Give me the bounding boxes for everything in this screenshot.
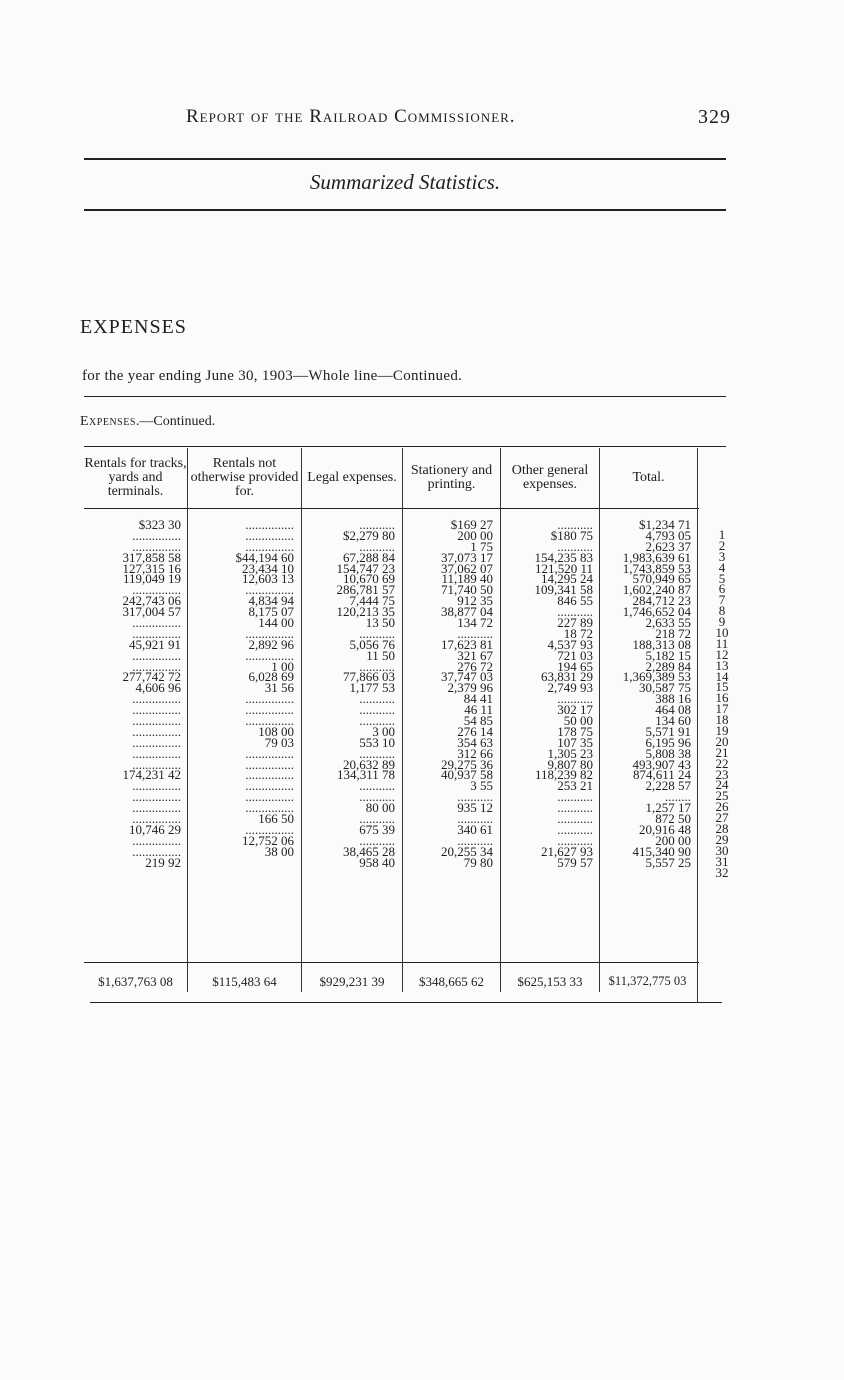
table-cell: 154,747 23 bbox=[336, 560, 395, 576]
table-cell: ............... bbox=[132, 734, 181, 750]
table-cell: $1,234 71 bbox=[639, 517, 691, 532]
table-cell: 2,892 96 bbox=[248, 636, 294, 652]
table-cell: 872 50 bbox=[655, 811, 691, 827]
row-number: 19 bbox=[715, 723, 729, 739]
table-cell: 1,257 17 bbox=[645, 800, 691, 816]
table-cell: 2,379 96 bbox=[447, 680, 493, 696]
table-cell: 20,255 34 bbox=[441, 843, 493, 859]
table-cell: 1 00 bbox=[271, 658, 294, 674]
table-top-rule bbox=[84, 446, 726, 447]
table-cell: $44,194 60 bbox=[235, 549, 294, 565]
table-cell: 354 63 bbox=[457, 734, 493, 750]
table-cell: 570,949 65 bbox=[632, 571, 691, 587]
row-number: 28 bbox=[715, 821, 729, 837]
table-cell: ........... bbox=[359, 691, 395, 707]
table-cell: ........... bbox=[457, 811, 493, 827]
row-number: 25 bbox=[715, 788, 729, 804]
row-number: 8 bbox=[718, 603, 726, 619]
table-cell: 45,921 91 bbox=[129, 636, 181, 652]
table-cell: ........... bbox=[359, 778, 395, 794]
row-number: 3 bbox=[718, 548, 726, 564]
table-cell: 108 00 bbox=[258, 723, 294, 739]
table-cell: 10,746 29 bbox=[129, 821, 181, 837]
subtitle: Summarized Statistics. bbox=[309, 170, 501, 194]
table-cell: 79 03 bbox=[264, 734, 294, 750]
table-cell: 1 75 bbox=[470, 538, 493, 554]
table-cell: ........... bbox=[557, 789, 593, 805]
table-cell: 286,781 57 bbox=[336, 582, 395, 598]
table-cell: 1,177 53 bbox=[349, 680, 395, 696]
table-cell: 119,049 19 bbox=[122, 571, 181, 587]
table-cell: 40,937 58 bbox=[441, 767, 493, 783]
total-other-general: $625,153 33 bbox=[517, 974, 583, 989]
table-cell: 2,633 55 bbox=[645, 615, 691, 631]
table-cell: 18 72 bbox=[563, 625, 593, 641]
running-title: Report of the Railroad Commissioner. bbox=[186, 106, 516, 127]
table-cell: ........... bbox=[359, 745, 395, 761]
table-cell: ........... bbox=[359, 832, 395, 848]
table-cell: $180 75 bbox=[550, 527, 593, 543]
table-cell: 38,877 04 bbox=[441, 604, 493, 620]
table-cell: 38,465 28 bbox=[343, 843, 395, 859]
table-cell: 579 57 bbox=[557, 854, 593, 870]
table-cell: 553 10 bbox=[359, 734, 395, 750]
column-legal bbox=[302, 517, 395, 870]
row-number: 21 bbox=[715, 744, 729, 760]
column-total bbox=[600, 517, 691, 870]
table-cell: 253 21 bbox=[557, 778, 593, 794]
table-cell: 1,746,652 04 bbox=[622, 604, 691, 620]
table-cell: 107 35 bbox=[557, 734, 593, 750]
table-cell: 5,056 76 bbox=[349, 636, 395, 652]
row-number: 12 bbox=[715, 646, 729, 662]
table-cell: ............... bbox=[245, 691, 294, 707]
table-cell: ........... bbox=[457, 789, 493, 805]
row-number: 5 bbox=[718, 570, 726, 586]
table-cell: 118,239 82 bbox=[534, 767, 593, 783]
table-cell: 6,028 69 bbox=[248, 669, 294, 685]
row-number: 32 bbox=[715, 864, 729, 880]
table-cell: 4,793 05 bbox=[645, 527, 691, 543]
table-cell: ........... bbox=[557, 811, 593, 827]
table-cell: 874,611 24 bbox=[632, 767, 691, 783]
column-other-general bbox=[501, 517, 593, 870]
table-cell: 20,632 89 bbox=[343, 756, 395, 772]
table-cell: 2,749 93 bbox=[547, 680, 593, 696]
table-cell: 144 00 bbox=[258, 615, 294, 631]
table-cell: 218 72 bbox=[655, 625, 691, 641]
table-cell: 340 61 bbox=[457, 821, 493, 837]
table-cell: 79 80 bbox=[463, 854, 493, 870]
table-cell: 84 41 bbox=[463, 691, 493, 707]
table-cell: 2,289 84 bbox=[645, 658, 691, 674]
table-cell: 80 00 bbox=[365, 800, 395, 816]
column-rentals-other bbox=[188, 517, 294, 869]
section-title: EXPENSES bbox=[80, 316, 187, 338]
table-cell: 493,907 43 bbox=[632, 756, 691, 772]
table-cell: ............... bbox=[132, 647, 181, 663]
table-cell: ............... bbox=[245, 745, 294, 761]
table-cell: ............... bbox=[245, 800, 294, 816]
table-cell: 276 72 bbox=[457, 658, 493, 674]
table-cell bbox=[188, 858, 294, 869]
row-number: 26 bbox=[715, 799, 729, 815]
table-cell: 1,983,639 61 bbox=[622, 549, 691, 565]
table-cell: 194 65 bbox=[557, 658, 593, 674]
table-cell: 120,213 35 bbox=[336, 604, 395, 620]
table-cell: 5,557 25 bbox=[645, 854, 691, 870]
table-cell: 675 39 bbox=[359, 821, 395, 837]
table-cell: 5,182 15 bbox=[645, 647, 691, 663]
table-cell: 5,571 91 bbox=[645, 723, 691, 739]
table-cell: 1,743,859 53 bbox=[622, 560, 691, 576]
table-cell: 178 75 bbox=[557, 723, 593, 739]
table-cell: ........... bbox=[359, 702, 395, 718]
total-grand: $11,372,775 03 bbox=[608, 974, 687, 988]
row-number: 22 bbox=[715, 755, 729, 771]
table-cell: 13 50 bbox=[365, 615, 395, 631]
row-number: 11 bbox=[715, 635, 729, 651]
table-cell: ............... bbox=[132, 615, 181, 631]
table-cell: 23,434 10 bbox=[242, 560, 294, 576]
column-header-stationery: Stationery and printing. bbox=[410, 463, 493, 492]
table-cell: 388 16 bbox=[655, 691, 691, 707]
table-cell: 242,743 06 bbox=[122, 593, 181, 609]
column-header-other-general: Other general expenses. bbox=[511, 463, 589, 492]
table-cell: $2,279 80 bbox=[343, 527, 395, 543]
table-cell: ........... bbox=[557, 832, 593, 848]
table-cell: ........... bbox=[557, 517, 593, 532]
table-cell: $323 30 bbox=[138, 517, 181, 532]
expenses-rest: .—Continued. bbox=[135, 414, 216, 429]
row-numbers bbox=[712, 527, 732, 880]
table-cell: 37,747 03 bbox=[441, 669, 493, 685]
table-cell: 1,369,389 53 bbox=[622, 669, 691, 685]
table-cell: 11,189 40 bbox=[441, 571, 493, 587]
table-cell: 284,712 23 bbox=[632, 593, 691, 609]
table-head-rule bbox=[84, 508, 699, 509]
table-cell: 219 92 bbox=[145, 854, 181, 870]
table-cell: 10,670 69 bbox=[343, 571, 395, 587]
table-cell: ............... bbox=[245, 713, 294, 729]
table-cell: ............... bbox=[132, 745, 181, 761]
table-cell: 9,807 80 bbox=[547, 756, 593, 772]
column-header-total: Total. bbox=[632, 470, 665, 485]
table-cell: 958 40 bbox=[359, 854, 395, 870]
table-total-rule bbox=[84, 962, 699, 963]
table-cell: ........... bbox=[359, 713, 395, 729]
table-cell: ........... bbox=[457, 625, 493, 641]
table-cell: 21,627 93 bbox=[541, 843, 593, 859]
table-cell: 277,742 72 bbox=[122, 669, 181, 685]
table-cell: 134,311 78 bbox=[336, 767, 395, 783]
table-cell: ............... bbox=[245, 789, 294, 805]
table-cell: 134 72 bbox=[457, 615, 493, 631]
table-cell: ............... bbox=[132, 800, 181, 816]
table-cell: 2,623 37 bbox=[645, 538, 691, 554]
table-cell: ............... bbox=[245, 517, 294, 532]
table-cell: ............... bbox=[132, 789, 181, 805]
table-cell: ............... bbox=[132, 756, 181, 772]
table-cell: 5,808 38 bbox=[645, 745, 691, 761]
table-cell: ........... bbox=[359, 789, 395, 805]
table-cell: ............... bbox=[132, 538, 181, 554]
table-cell: ............... bbox=[245, 821, 294, 837]
row-number: 13 bbox=[715, 657, 729, 673]
expenses-caps: Expenses bbox=[80, 414, 136, 429]
table-cell: 415,340 90 bbox=[632, 843, 691, 859]
table-cell: ............... bbox=[132, 625, 181, 641]
table-cell: 50 00 bbox=[563, 713, 593, 729]
row-number: 1 bbox=[718, 527, 726, 542]
table-bottom-rule bbox=[90, 1002, 722, 1003]
subtitle-rule bbox=[84, 209, 726, 211]
table-cell: ............... bbox=[245, 527, 294, 543]
table-cell: 109,341 58 bbox=[534, 582, 593, 598]
table-cell: ........... bbox=[557, 538, 593, 554]
row-number: 9 bbox=[718, 614, 726, 630]
table-cell: ........... bbox=[557, 800, 593, 816]
table-cell: 29,275 36 bbox=[441, 756, 493, 772]
table-cell: 12,603 13 bbox=[242, 571, 294, 587]
table-cell: 227 89 bbox=[557, 615, 593, 631]
table-cell: ........... bbox=[359, 658, 395, 674]
table-cell: 71,740 50 bbox=[441, 582, 493, 598]
period-rule bbox=[84, 396, 726, 397]
column-header-rentals-tracks: Rentals for tracks, yards and terminals. bbox=[84, 456, 187, 499]
table-cell: 317,004 57 bbox=[122, 604, 181, 620]
total-legal: $929,231 39 bbox=[319, 974, 385, 989]
table-cell: 721 03 bbox=[557, 647, 593, 663]
column-header-rentals-other: Rentals not otherwise provided for. bbox=[190, 456, 299, 499]
table-cell: 912 35 bbox=[457, 593, 493, 609]
column-divider bbox=[697, 448, 698, 1002]
table-cell: 317,858 58 bbox=[122, 549, 181, 565]
table-cell: 121,520 11 bbox=[534, 560, 593, 576]
table-cell: 312 66 bbox=[457, 745, 493, 761]
table-cell: 846 55 bbox=[557, 593, 593, 609]
table-cell: ............... bbox=[245, 702, 294, 718]
table-cell: ........... bbox=[557, 821, 593, 837]
table-cell: ............... bbox=[132, 527, 181, 543]
row-number: 16 bbox=[715, 690, 729, 706]
row-number: 17 bbox=[715, 701, 729, 717]
table-cell: 17,623 81 bbox=[441, 636, 493, 652]
table-cell: ............... bbox=[132, 658, 181, 674]
table-cell: 154,235 83 bbox=[534, 549, 593, 565]
table-cell: ............... bbox=[132, 843, 181, 859]
table-cell: ............... bbox=[245, 647, 294, 663]
table-cell: 20,916 48 bbox=[639, 821, 691, 837]
total-rentals-other: $115,483 64 bbox=[212, 974, 277, 989]
row-number: 7 bbox=[718, 592, 726, 608]
table-cell: ............... bbox=[132, 811, 181, 827]
table-cell: 174,231 42 bbox=[122, 767, 181, 783]
column-header-legal: Legal expenses. bbox=[307, 470, 397, 485]
table-cell: 67,288 84 bbox=[343, 549, 395, 565]
table-cell: ............... bbox=[132, 723, 181, 739]
row-number: 27 bbox=[715, 810, 729, 826]
table-cell: 38 00 bbox=[264, 843, 294, 859]
table-cell: 30,587 75 bbox=[639, 680, 691, 696]
expenses-continued-label bbox=[80, 414, 215, 430]
table-cell: 3 00 bbox=[372, 723, 395, 739]
row-number: 10 bbox=[715, 625, 729, 641]
table-cell: 12,752 06 bbox=[242, 832, 294, 848]
row-number: 18 bbox=[715, 712, 729, 728]
row-number: 14 bbox=[715, 668, 729, 684]
table-cell: 46 11 bbox=[464, 702, 493, 718]
table-cell: 77,866 03 bbox=[343, 669, 395, 685]
table-cell: 37,073 17 bbox=[441, 549, 493, 565]
table-cell: ............... bbox=[132, 713, 181, 729]
table-cell: 6,195 96 bbox=[645, 734, 691, 750]
table-cell: 54 85 bbox=[463, 713, 493, 729]
row-number: 4 bbox=[718, 559, 726, 575]
table-cell: 134 60 bbox=[655, 713, 691, 729]
table-cell: 4,834 94 bbox=[248, 593, 294, 609]
table-cell: $169 27 bbox=[450, 517, 493, 532]
table-cell: 2,228 57 bbox=[645, 778, 691, 794]
table-cell: 1,305 23 bbox=[547, 745, 593, 761]
row-number: 6 bbox=[718, 581, 726, 597]
table-cell: ............... bbox=[132, 691, 181, 707]
table-cell: 127,315 16 bbox=[122, 560, 181, 576]
table-cell: ........ bbox=[665, 789, 691, 805]
table-cell: 321 67 bbox=[457, 647, 493, 663]
table-cell: ........... bbox=[359, 538, 395, 554]
table-cell: 200 00 bbox=[655, 832, 691, 848]
table-cell: ........... bbox=[557, 604, 593, 620]
table-cell: 14,295 24 bbox=[541, 571, 593, 587]
table-cell: ............... bbox=[132, 778, 181, 794]
table-cell: 31 56 bbox=[264, 680, 294, 696]
table-cell: 276 14 bbox=[457, 723, 493, 739]
row-number: 29 bbox=[715, 831, 729, 847]
table-cell: 4,606 96 bbox=[135, 680, 181, 696]
page-number: 329 bbox=[698, 106, 731, 128]
total-rentals-tracks: $1,637,763 08 bbox=[98, 974, 173, 989]
table-cell: 166 50 bbox=[258, 811, 294, 827]
total-stationery: $348,665 62 bbox=[419, 974, 484, 989]
table-cell: ............... bbox=[245, 778, 294, 794]
row-number: 20 bbox=[715, 733, 729, 749]
table-cell: ............... bbox=[245, 538, 294, 554]
table-cell: 935 12 bbox=[457, 800, 493, 816]
period-line: for the year ending June 30, 1903—Whole line—Continued. bbox=[82, 368, 463, 384]
table-cell: 4,537 93 bbox=[547, 636, 593, 652]
column-rentals-tracks bbox=[84, 517, 181, 870]
table-cell: ........... bbox=[359, 625, 395, 641]
table-cell: ............... bbox=[245, 767, 294, 783]
table-cell: 302 17 bbox=[557, 702, 593, 718]
table-cell: 200 00 bbox=[457, 527, 493, 543]
running-header bbox=[186, 106, 731, 128]
table-cell: ........... bbox=[359, 811, 395, 827]
table-cell: ............... bbox=[132, 832, 181, 848]
table-cell: 7,444 75 bbox=[349, 593, 395, 609]
column-stationery bbox=[403, 517, 493, 870]
table-cell: 11 50 bbox=[366, 647, 395, 663]
row-number: 24 bbox=[715, 777, 729, 793]
table-cell: ........... bbox=[457, 832, 493, 848]
table-cell: ............... bbox=[245, 582, 294, 598]
table-cell: ............... bbox=[245, 625, 294, 641]
table-cell: 8,175 07 bbox=[248, 604, 294, 620]
table-cell: 464 08 bbox=[655, 702, 691, 718]
table-cell: 63,831 29 bbox=[541, 669, 593, 685]
row-number: 30 bbox=[715, 842, 729, 858]
table-cell: ............... bbox=[132, 582, 181, 598]
row-number: 15 bbox=[715, 679, 729, 695]
top-rule bbox=[84, 158, 726, 160]
row-number: 31 bbox=[715, 853, 729, 869]
table-cell: 188,313 08 bbox=[632, 636, 691, 652]
table-cell: ............... bbox=[132, 702, 181, 718]
table-cell: ........... bbox=[359, 517, 395, 532]
row-number: 23 bbox=[715, 766, 729, 782]
table-cell: 1,602,240 87 bbox=[622, 582, 691, 598]
table-cell: 3 55 bbox=[470, 778, 493, 794]
row-number: 2 bbox=[718, 537, 726, 553]
table-cell: ........... bbox=[557, 691, 593, 707]
table-cell: 37,062 07 bbox=[441, 560, 493, 576]
table-cell: ............... bbox=[245, 756, 294, 772]
